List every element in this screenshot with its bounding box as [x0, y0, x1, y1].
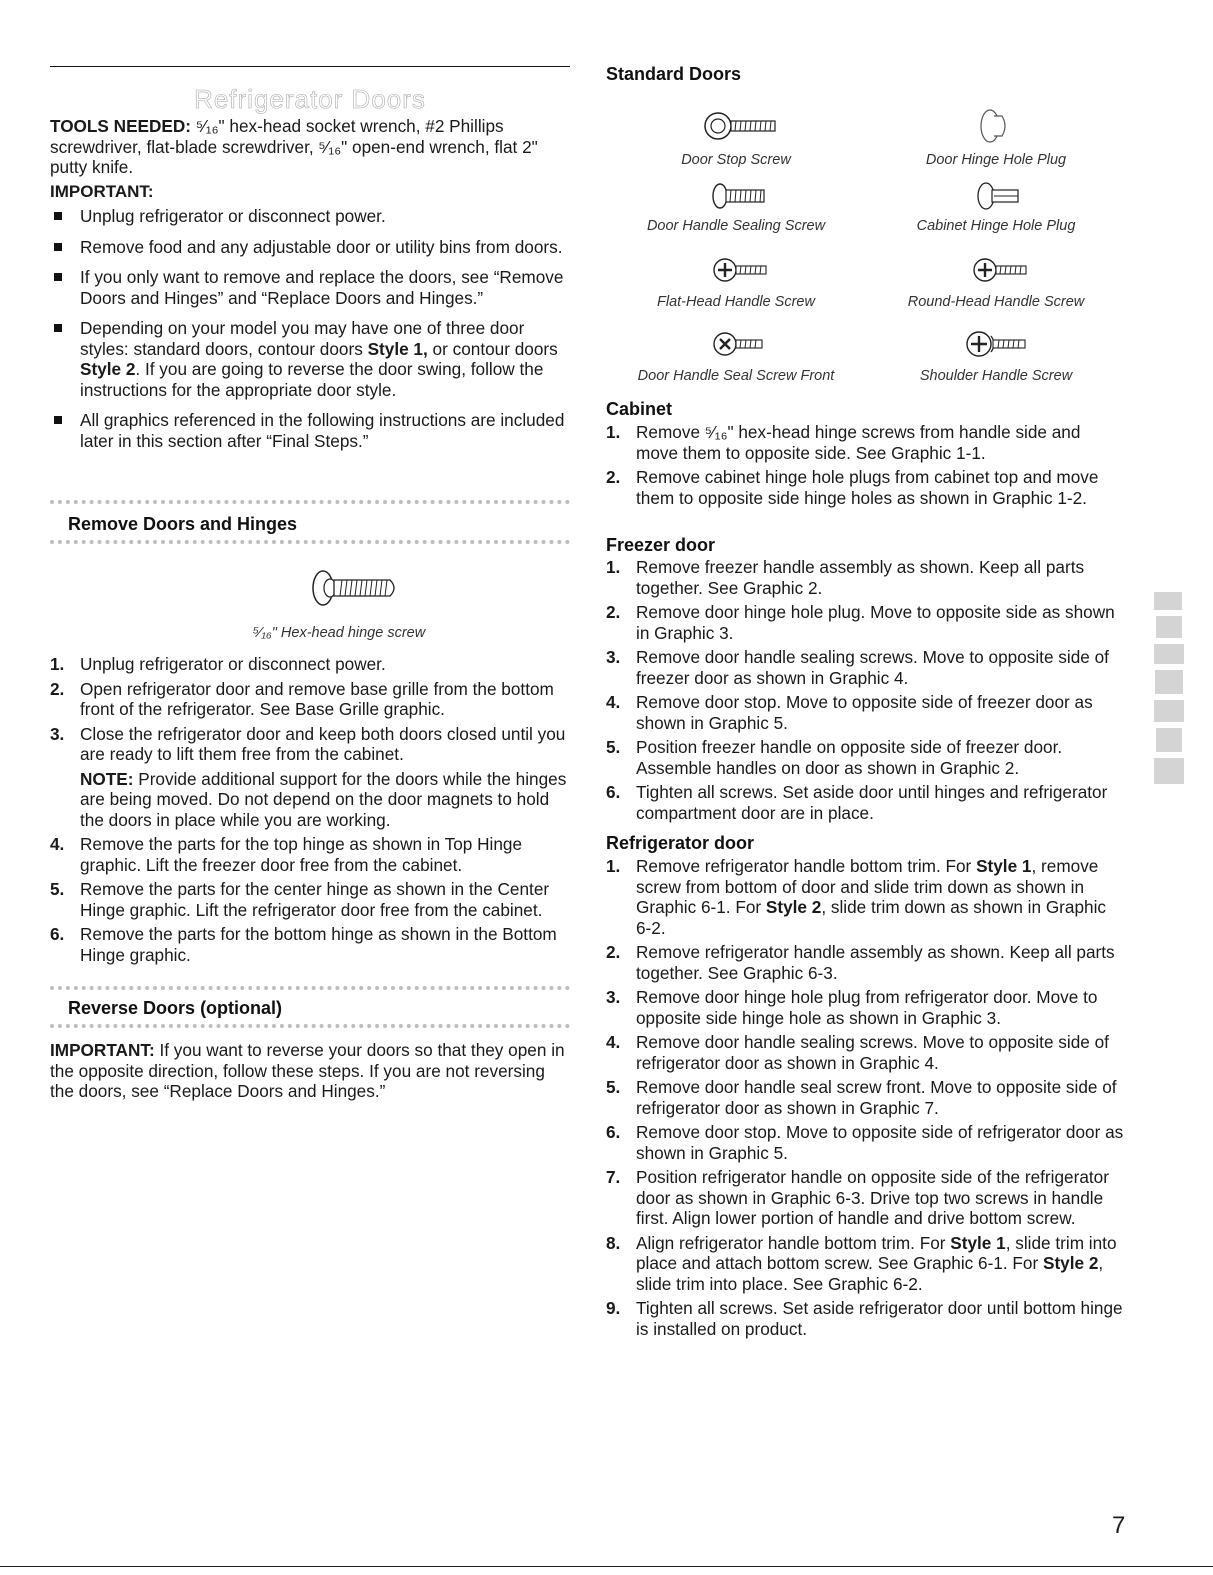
- part-label: Door Stop Screw: [681, 152, 791, 168]
- list-item: 9. Tighten all screws. Set aside refrigerator door until bottom hinge is installed on product.: [606, 1298, 1123, 1339]
- part-door-hinge-hole-plug: [866, 104, 1126, 168]
- freezer-door-heading: Freezer door: [606, 535, 716, 555]
- list-item: 4. Remove the parts for the top hinge as shown in Top Hinge graphic. Lift the freezer door free from the cabinet.: [50, 834, 523, 875]
- section-title: Refrigerator Doors: [194, 84, 426, 114]
- door-hinge-hole-plug-icon: [956, 104, 1036, 144]
- list-item: 6. Remove the parts for the bottom hinge as shown in the Bottom Hinge graphic.: [50, 924, 557, 965]
- list-item: 3. Close the refrigerator door and keep both doors closed until you are ready to lift them free from the cabinet. NOTE: Provide additional support for the doors while the hinges are being moved. Do not depend on the door magnets to hold the doors in place while you are working.: [50, 724, 570, 831]
- list-item: 1. Remove refrigerator handle bottom trim. For Style 1, remove screw from bottom of door and slide trim down as shown in Graphic 6-1. For Style 2, slide trim down as shown in Graphic 6-2.: [606, 856, 1106, 938]
- list-item: 8. Align refrigerator handle bottom trim. For Style 1, slide trim into place and attach bottom screw. See Graphic 6-1. For Style 2, slide trim into place. See Graphic 6-2.: [606, 1232, 1117, 1294]
- list-item: 2. Remove cabinet hinge hole plugs from cabinet top and move them to opposite side hinge holes as shown in Graphic 1-2.: [606, 467, 1099, 508]
- list-item: If you only want to remove and replace the doors, see “Remove Doors and Hinges” and “Replace Doors and Hinges.”: [50, 267, 570, 308]
- note: NOTE: Provide additional support for the doors while the hinges are being moved. Do not depend on the door magnets to hold the doors in place while you are working.: [80, 768, 567, 830]
- part-label: Shoulder Handle Screw: [919, 368, 1073, 384]
- round-head-handle-screw-icon: [941, 252, 1051, 288]
- shoulder-handle-screw-icon: [931, 326, 1061, 362]
- refrigerator-steps-list: [606, 856, 1126, 1343]
- part-door-stop-screw: [606, 104, 866, 168]
- door-stop-screw-icon: [676, 104, 796, 144]
- list-item: 1. Unplug refrigerator or disconnect power.: [50, 654, 386, 674]
- list-item: 5. Position freezer handle on opposite side of freezer door. Assemble handles on door as shown in Graphic 2.: [606, 737, 1063, 778]
- cabinet-heading: Cabinet: [606, 399, 673, 419]
- top-rule: [50, 66, 570, 67]
- list-item: All graphics referenced in the following instructions are included later in this section after “Final Steps.”: [50, 410, 570, 451]
- list-item: 3. Remove door handle sealing screws. Move to opposite side of freezer door as shown in Graphic 4.: [606, 647, 1109, 688]
- reverse-doors-heading: Reverse Doors (optional): [68, 998, 283, 1018]
- part-label: Round-Head Handle Screw: [907, 294, 1085, 310]
- remove-doors-heading: Remove Doors and Hinges: [68, 514, 298, 534]
- tools-label: TOOLS NEEDED:: [50, 116, 192, 136]
- side-tab-decoration: [1152, 592, 1186, 788]
- bottom-rule: [0, 1566, 1213, 1567]
- hex-head-hinge-screw-icon: [50, 566, 570, 610]
- list-item: 2. Remove door hinge hole plug. Move to opposite side as shown in Graphic 3.: [606, 602, 1115, 643]
- part-label: Door Hinge Hole Plug: [925, 152, 1067, 168]
- part-shoulder-handle-screw: [866, 326, 1126, 384]
- part-label: Cabinet Hinge Hole Plug: [916, 218, 1076, 234]
- dotted-divider: [50, 540, 570, 544]
- standard-doors-heading: Standard Doors: [606, 64, 742, 84]
- cabinet-steps-list: [606, 422, 1126, 512]
- list-item: 4. Remove door handle sealing screws. Move to opposite side of refrigerator door as shown in Graphic 4.: [606, 1032, 1109, 1073]
- tools-text: ⁵⁄₁₆" hex-head socket wrench, #2 Phillips screwdriver, flat-blade screwdriver, ⁵⁄₁₆" open-end wrench, flat 2" putty knife.: [50, 116, 538, 177]
- list-item: 4. Remove door stop. Move to opposite side of freezer door as shown in Graphic 5.: [606, 692, 1093, 733]
- tools-needed: [50, 116, 566, 178]
- important-heading: IMPORTANT:: [50, 182, 154, 201]
- freezer-steps-list: [606, 557, 1126, 827]
- part-cabinet-hinge-hole-plug: [866, 180, 1126, 234]
- dotted-divider: [50, 986, 570, 990]
- list-item: Depending on your model you may have one of three door styles: standard doors, contour doors Style 1, or contour doors Style 2. If you are going to reverse the door swing, follow the instructions for the appropriate door style.: [50, 318, 570, 400]
- reverse-important: IMPORTANT: If you want to reverse your doors so that they open in the opposite direction, follow these steps. If you are not reversing the doors, see “Replace Doors and Hinges.”: [50, 1040, 565, 1101]
- list-item: 1. Remove freezer handle assembly as shown. Keep all parts together. See Graphic 2.: [606, 557, 1085, 598]
- dotted-divider: [50, 1024, 570, 1028]
- door-handle-sealing-screw-icon: [676, 180, 796, 212]
- part-round-head-handle-screw: [866, 252, 1126, 310]
- refrigerator-door-heading: Refrigerator door: [606, 833, 755, 853]
- list-item: 6. Tighten all screws. Set aside door until hinges and refrigerator compartment door are in place.: [606, 782, 1108, 823]
- part-label: Flat-Head Handle Screw: [657, 294, 815, 310]
- list-item: Unplug refrigerator or disconnect power.: [50, 206, 570, 227]
- list-item: 6. Remove door stop. Move to opposite side of refrigerator door as shown in Graphic 5.: [606, 1122, 1124, 1163]
- page-number: 7: [1112, 1512, 1126, 1539]
- part-door-handle-sealing-screw: [606, 180, 866, 234]
- list-item: 1. Remove ⁵⁄₁₆" hex-head hinge screws from handle side and move them to opposite side. See Graphic 1-1.: [606, 422, 1081, 463]
- flat-head-handle-screw-icon: [681, 252, 791, 288]
- hex-screw-caption: ⁵⁄₁₆" Hex-head hinge screw: [252, 625, 426, 641]
- remove-steps-list: [50, 654, 570, 969]
- part-door-handle-seal-screw-front: [606, 326, 866, 384]
- cabinet-hinge-hole-plug-icon: [946, 180, 1046, 212]
- part-flat-head-handle-screw: [606, 252, 866, 310]
- list-item: 3. Remove door hinge hole plug from refrigerator door. Move to opposite side hinge hole as shown in Graphic 3.: [606, 987, 1098, 1028]
- important-list: [50, 206, 570, 461]
- list-item: Remove food and any adjustable door or utility bins from doors.: [50, 237, 570, 258]
- part-label: Door Handle Sealing Screw: [646, 218, 826, 234]
- list-item: 5. Remove the parts for the center hinge as shown in the Center Hinge graphic. Lift the refrigerator door free from the cabinet.: [50, 879, 550, 920]
- part-label: Door Handle Seal Screw Front: [637, 368, 835, 384]
- hex-screw-figure: [50, 566, 570, 641]
- list-item: 5. Remove door handle seal screw front. Move to opposite side of refrigerator door as shown in Graphic 7.: [606, 1077, 1117, 1118]
- list-item: 2. Remove refrigerator handle assembly as shown. Keep all parts together. See Graphic 6-3.: [606, 942, 1115, 983]
- list-item: 7. Position refrigerator handle on opposite side of the refrigerator door as shown in Graphic 6-3. Drive top two screws in handle first. Align lower portion of handle and drive bottom screw.: [606, 1167, 1109, 1228]
- dotted-divider: [50, 500, 570, 504]
- door-handle-seal-screw-front-icon: [681, 326, 791, 362]
- list-item: 2. Open refrigerator door and remove base grille from the bottom front of the refrigerator. See Base Grille graphic.: [50, 678, 554, 719]
